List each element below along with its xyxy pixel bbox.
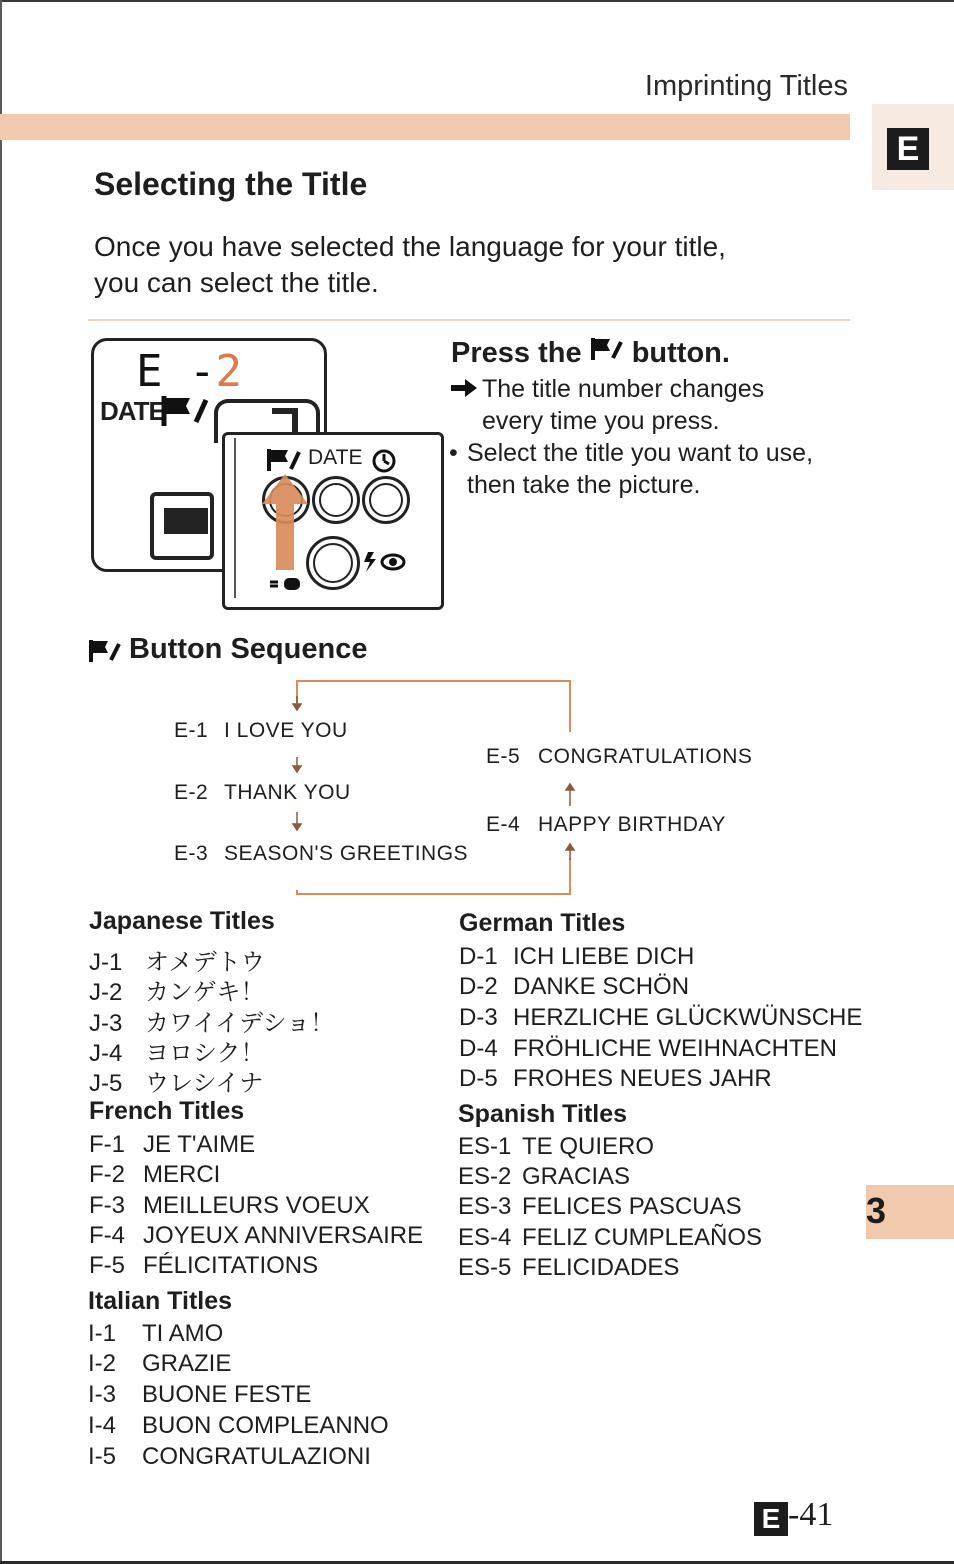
title-code: D-3 (459, 1004, 498, 1031)
title-label: GRAZIE (142, 1350, 232, 1377)
title-code: I-5 (88, 1443, 117, 1470)
sequence-item (174, 842, 468, 866)
step-title-after: button. (631, 336, 730, 369)
title-label: MEILLEURS VOEUX (143, 1192, 370, 1219)
title-code: J-4 (89, 1040, 123, 1067)
title-code: J-3 (89, 1010, 123, 1037)
title-code: F-1 (89, 1131, 125, 1158)
title-code: J-1 (89, 949, 123, 976)
french-title-item (89, 1252, 318, 1280)
title-label: CONGRATULAZIONI (142, 1443, 371, 1470)
title-code: D-1 (459, 943, 498, 970)
spanish-title-item (458, 1254, 679, 1282)
italian-title-item (88, 1381, 311, 1409)
french-title-item (89, 1131, 255, 1159)
title-label: FROHES NEUES JAHR (513, 1065, 772, 1092)
sequence-code: E-3 (174, 842, 209, 865)
header-title: Imprinting Titles (644, 70, 848, 102)
page-number-value: -41 (788, 1496, 834, 1533)
title-label: FELICIDADES (522, 1254, 680, 1281)
title-label: BUONE FESTE (142, 1381, 312, 1408)
title-label: ICH LIEBE DICH (513, 943, 695, 970)
title-label: ヨロシク！ (145, 1040, 265, 1067)
step-note-bullet: • (449, 439, 458, 467)
title-code: ES-4 (458, 1224, 512, 1251)
sequence-item (174, 781, 351, 805)
spanish-title-item (458, 1193, 742, 1221)
sequence-code: E-2 (174, 781, 209, 804)
french-title-item (89, 1161, 220, 1189)
title-label: FRÖHLICHE WEIHNACHTEN (513, 1035, 838, 1062)
title-code: D-5 (459, 1065, 498, 1092)
sequence-item (174, 719, 348, 743)
french-titles-heading: French Titles (89, 1097, 245, 1125)
title-label: FÉLICITATIONS (143, 1252, 319, 1279)
title-label: GRACIAS (522, 1163, 631, 1190)
spanish-title-item (458, 1163, 630, 1191)
step-title-before: Press the (451, 336, 582, 369)
title-label: カワイイデショ！ (145, 1010, 335, 1037)
title-code: ES-2 (458, 1163, 512, 1190)
spanish-titles-heading: Spanish Titles (458, 1100, 628, 1128)
german-title-item (459, 973, 689, 1001)
sequence-label: CONGRATULATIONS (538, 745, 753, 768)
title-code: ES-3 (458, 1193, 512, 1220)
intro-line-1: Once you have selected the language for your title, (94, 231, 726, 262)
title-label: FELIZ CUMPLEAÑOS (522, 1224, 763, 1251)
title-label: JE T'AIME (143, 1131, 256, 1158)
french-title-item (89, 1222, 423, 1250)
language-badge: E (887, 128, 929, 170)
sequence-label: THANK YOU (224, 781, 351, 804)
panel-date-label: DATE (308, 446, 363, 469)
sequence-item (486, 745, 752, 769)
sequence-code: E-4 (486, 813, 521, 836)
sequence-code: E-1 (174, 719, 209, 742)
spanish-title-item (458, 1224, 762, 1252)
sequence-label: SEASON'S GREETINGS (224, 842, 469, 865)
sequence-title: Button Sequence (129, 633, 368, 665)
sequence-label: I LOVE YOU (224, 719, 348, 742)
lcd-date-label: DATE (100, 396, 165, 426)
title-code: ES-1 (458, 1133, 512, 1160)
title-label: MERCI (143, 1161, 221, 1188)
german-title-item (459, 1004, 862, 1032)
title-label: TI AMO (142, 1320, 224, 1347)
lcd-number: 2 (215, 346, 242, 397)
step-note-line-1: Select the title you want to use, (467, 439, 814, 467)
title-code: I-4 (88, 1412, 117, 1439)
japanese-title-item (89, 1063, 263, 1098)
title-code: F-3 (89, 1192, 125, 1219)
italian-title-item (88, 1320, 223, 1348)
title-code: F-5 (89, 1252, 125, 1279)
title-code: J-2 (89, 979, 123, 1006)
title-code: D-2 (459, 973, 498, 1000)
title-code: I-3 (88, 1381, 117, 1408)
italian-title-item (88, 1443, 371, 1471)
italian-title-item (88, 1412, 389, 1440)
section-title: Selecting the Title (94, 166, 368, 202)
step-result-line-1: The title number changes (482, 375, 765, 403)
title-code: F-2 (89, 1161, 125, 1188)
title-label: DANKE SCHÖN (513, 973, 690, 1000)
title-label: HERZLICHE GLÜCKWÜNSCHE (513, 1004, 863, 1031)
italian-title-item (88, 1350, 231, 1378)
german-title-item (459, 943, 694, 971)
title-code: I-2 (88, 1350, 117, 1377)
japanese-title-item (89, 972, 265, 1007)
german-title-item (459, 1035, 837, 1063)
step-note-line-2: then take the picture. (467, 471, 701, 499)
title-label: ウレシイナ (145, 1070, 264, 1097)
japanese-titles-heading: Japanese Titles (89, 907, 275, 935)
title-code: ES-5 (458, 1254, 512, 1281)
sequence-code: E-5 (486, 745, 521, 768)
spanish-title-item (458, 1133, 654, 1161)
page-language-badge: E (754, 1502, 788, 1536)
italian-titles-heading: Italian Titles (88, 1287, 233, 1315)
chapter-number: 3 (866, 1190, 887, 1231)
title-label: カンゲキ！ (145, 979, 265, 1006)
intro-line-2: you can select the title. (94, 267, 379, 298)
title-code: F-4 (89, 1222, 125, 1249)
title-code: I-1 (88, 1320, 117, 1347)
german-title-item (459, 1065, 772, 1093)
title-label: TE QUIERO (522, 1133, 655, 1160)
title-label: FELICES PASCUAS (522, 1193, 742, 1220)
title-code: J-5 (89, 1070, 123, 1097)
title-code: D-4 (459, 1035, 498, 1062)
sequence-item (486, 813, 726, 837)
title-label: BUON COMPLEANNO (142, 1412, 389, 1439)
german-titles-heading: German Titles (459, 909, 626, 937)
page-number (754, 1496, 833, 1536)
lcd-prefix: E - (136, 346, 216, 397)
title-label: オメデトウ (145, 949, 265, 976)
step-result-line-2: every time you press. (482, 407, 720, 435)
french-title-item (89, 1192, 370, 1220)
title-label: JOYEUX ANNIVERSAIRE (143, 1222, 424, 1249)
sequence-label: HAPPY BIRTHDAY (538, 813, 726, 836)
